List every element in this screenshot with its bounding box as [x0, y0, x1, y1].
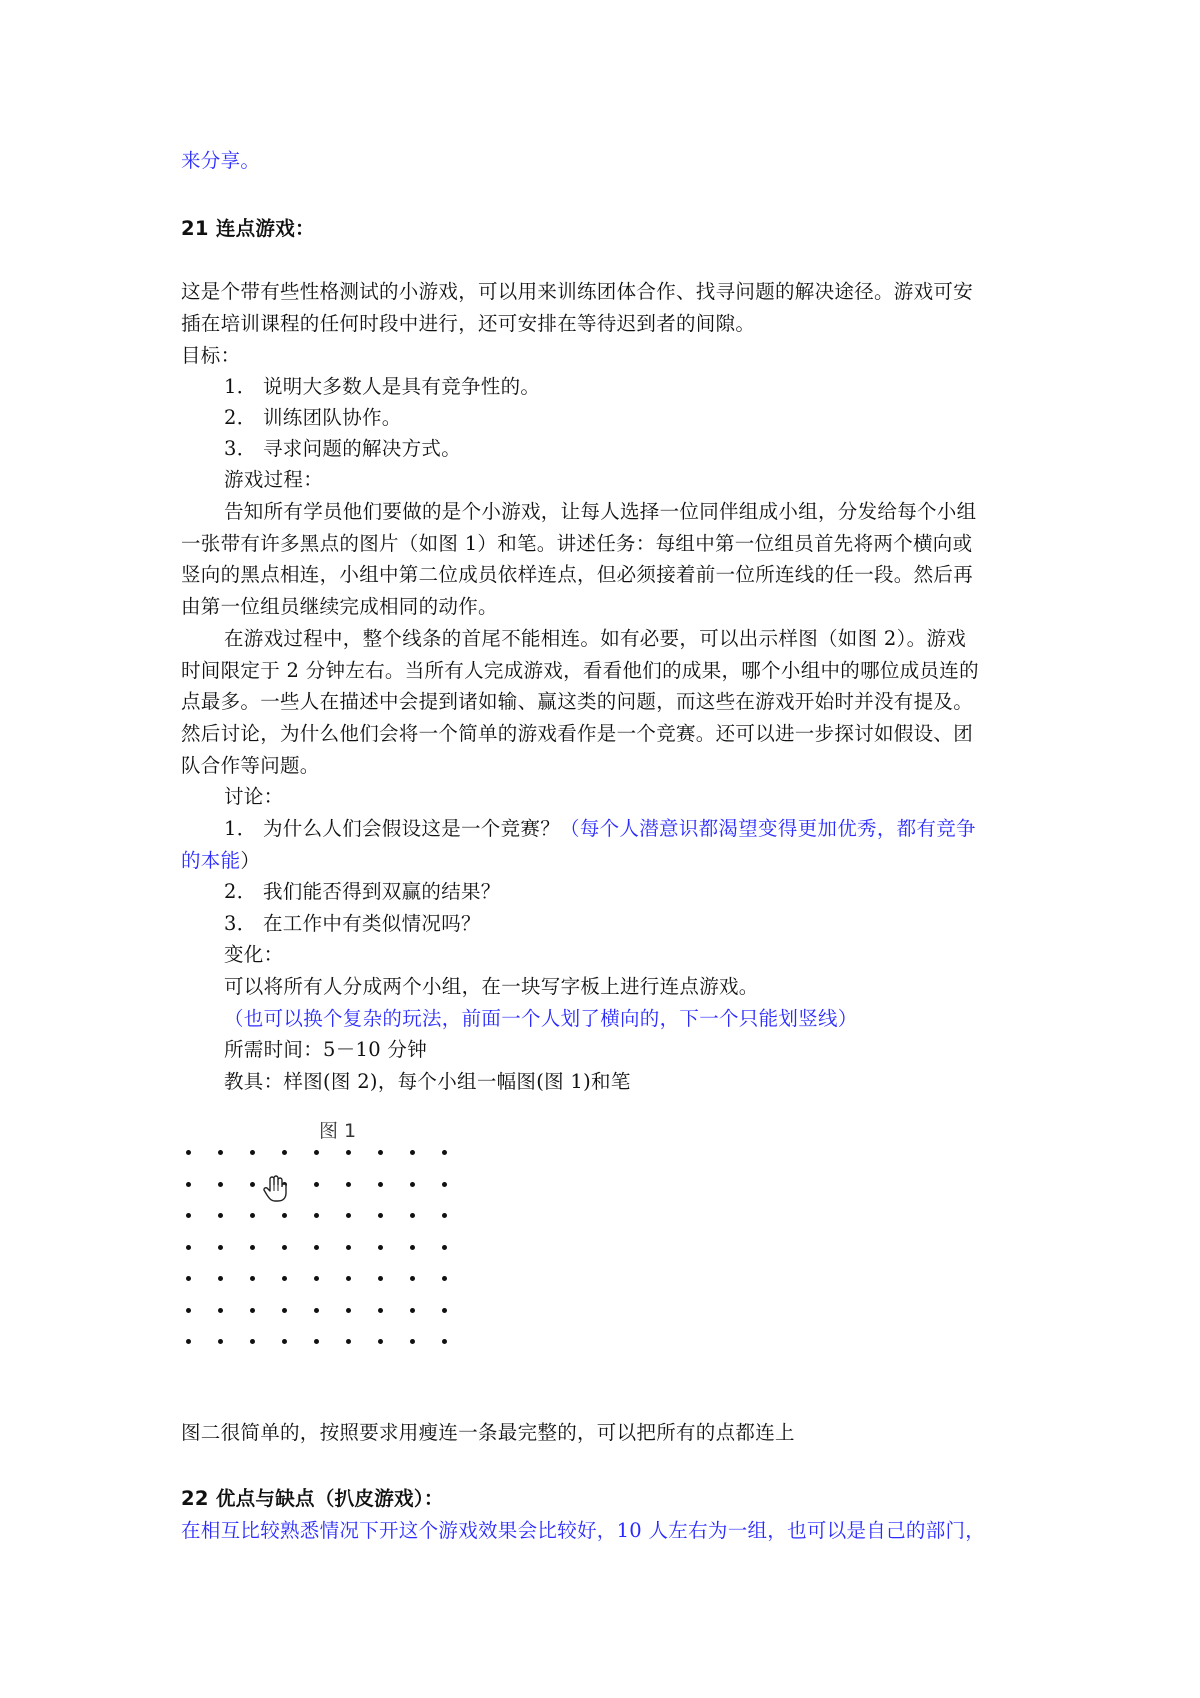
grid-dot [378, 1276, 383, 1281]
grid-dot [218, 1182, 223, 1187]
grid-dot [378, 1308, 383, 1313]
grid-dot [314, 1182, 319, 1187]
grid-dot [314, 1276, 319, 1281]
discussion-item-2: 2． 我们能否得到双赢的结果？ [224, 880, 501, 903]
section-22-intro: 在相互比较熟悉情况下开这个游戏效果会比较好，10 人左右为一组，也可以是自己的部门， [181, 1519, 986, 1542]
variation-label: 变化： [224, 943, 284, 966]
grid-dot [378, 1182, 383, 1187]
goal-item-1: 1． 说明大多数人是具有竞争性的。 [224, 375, 541, 398]
goal-item-3: 3． 寻求问题的解决方式。 [224, 437, 462, 460]
grid-dot [186, 1308, 191, 1313]
grid-dot [410, 1182, 415, 1187]
grid-dot [346, 1339, 351, 1344]
grid-dot [250, 1245, 255, 1250]
grid-dot [250, 1339, 255, 1344]
grid-dot [282, 1308, 287, 1313]
p2-line-1: 在游戏过程中，整个线条的首尾不能相连。如有必要，可以出示样图（如图 2）。游戏 [224, 627, 967, 650]
grid-dot [250, 1150, 255, 1155]
grid-dot [250, 1182, 255, 1187]
grid-dot [186, 1213, 191, 1218]
goal-item-2: 2． 训练团队协作。 [224, 406, 402, 429]
grid-dot [346, 1308, 351, 1313]
grid-dot [218, 1276, 223, 1281]
grid-dot [218, 1213, 223, 1218]
grid-dot [314, 1150, 319, 1155]
p2-line-2: 时间限定于 2 分钟左右。当所有人完成游戏，看看他们的成果，哪个小组中的哪位成员连的 [181, 659, 979, 682]
discussion-item-1-answer-cont: 的本能 [181, 849, 241, 872]
grid-dot [442, 1276, 447, 1281]
grid-dot [442, 1339, 447, 1344]
variation-text: 可以将所有人分成两个小组，在一块写字板上进行连点游戏。 [224, 975, 759, 998]
grid-dot [442, 1182, 447, 1187]
grid-dot [186, 1276, 191, 1281]
section-21-heading: 21 连点游戏： [181, 217, 315, 240]
grid-dot [314, 1339, 319, 1344]
figure-1-label: 图 1 [319, 1120, 357, 1142]
grid-dot [378, 1213, 383, 1218]
discussion-item-3: 3． 在工作中有类似情况吗？ [224, 912, 481, 935]
grid-dot [218, 1150, 223, 1155]
grid-dot [314, 1245, 319, 1250]
grid-dot [442, 1150, 447, 1155]
discussion-item-1-close: ） [240, 849, 261, 872]
grid-dot [378, 1245, 383, 1250]
process-label: 游戏过程： [224, 468, 324, 491]
grid-dot [282, 1150, 287, 1155]
variation-blue-text: （也可以换个复杂的玩法，前面一个人划了横向的，下一个只能划竖线） [224, 1007, 858, 1030]
grid-dot [282, 1276, 287, 1281]
grid-dot [410, 1339, 415, 1344]
discussion-item-1-answer: （每个人潜意识都渴望变得更加优秀，都有竞争 [560, 817, 976, 840]
grid-dot [410, 1150, 415, 1155]
intro-line-2: 插在培训课程的任何时段中进行，还可安排在等待迟到者的间隙。 [181, 312, 756, 335]
grid-dot [346, 1245, 351, 1250]
grid-dot [410, 1245, 415, 1250]
grid-dot [186, 1150, 191, 1155]
p2-line-3: 点最多。一些人在描述中会提到诸如输、赢这类的问题，而这些在游戏开始时并没有提及。 [181, 690, 974, 713]
grid-dot [282, 1245, 287, 1250]
discussion-label: 讨论： [224, 785, 284, 808]
grid-dot [346, 1213, 351, 1218]
goal-label: 目标： [181, 344, 241, 367]
hand-cursor-icon [262, 1175, 288, 1203]
grid-dot [378, 1339, 383, 1344]
grid-dot [378, 1150, 383, 1155]
grid-dot [218, 1245, 223, 1250]
intro-line-1: 这是个带有些性格测试的小游戏，可以用来训练团体合作、找寻问题的解决途径。游戏可安 [181, 280, 974, 303]
grid-dot [346, 1182, 351, 1187]
grid-dot [218, 1339, 223, 1344]
grid-dot [314, 1308, 319, 1313]
discussion-item-1-cont [181, 845, 260, 877]
p2-line-5: 队合作等问题。 [181, 754, 320, 777]
p1-line-4: 由第一位组员继续完成相同的动作。 [181, 595, 498, 618]
p1-line-2: 一张带有许多黑点的图片（如图 1）和笔。讲述任务：每组中第一位组员首先将两个横向或 [181, 532, 973, 555]
discussion-item-1 [224, 813, 976, 845]
grid-dot [314, 1213, 319, 1218]
grid-dot [442, 1213, 447, 1218]
grid-dot [410, 1308, 415, 1313]
grid-dot [346, 1150, 351, 1155]
grid-dot [186, 1182, 191, 1187]
grid-dot [250, 1213, 255, 1218]
grid-dot [250, 1308, 255, 1313]
grid-dot [346, 1276, 351, 1281]
grid-dot [186, 1245, 191, 1250]
grid-dot [410, 1213, 415, 1218]
grid-dot [282, 1339, 287, 1344]
section-22-heading: 22 优点与缺点（扒皮游戏）： [181, 1487, 444, 1510]
grid-dot [186, 1339, 191, 1344]
grid-dot [250, 1276, 255, 1281]
grid-dot [218, 1308, 223, 1313]
grid-dot [442, 1308, 447, 1313]
grid-dot [282, 1213, 287, 1218]
p1-line-3: 竖向的黑点相连，小组中第二位成员依样连点，但必须接着前一位所连线的任一段。然后再 [181, 563, 974, 586]
p1-line-1: 告知所有学员他们要做的是个小游戏，让每人选择一位同伴组成小组，分发给每个小组 [224, 500, 977, 523]
tools-text: 教具：样图(图 2)，每个小组一幅图(图 1)和笔 [224, 1070, 631, 1093]
discussion-item-1-question: 1． 为什么人们会假设这是一个竞赛？ [224, 817, 561, 840]
time-text: 所需时间：5－10 分钟 [224, 1038, 428, 1061]
dot-grid [186, 1150, 476, 1370]
figure-note: 图二很简单的，按照要求用瘦连一条最完整的，可以把所有的点都连上 [181, 1421, 795, 1444]
grid-dot [410, 1276, 415, 1281]
grid-dot [442, 1245, 447, 1250]
top-blue-text: 来分享。 [181, 149, 261, 172]
p2-line-4: 然后讨论，为什么他们会将一个简单的游戏看作是一个竞赛。还可以进一步探讨如假设、团 [181, 722, 974, 745]
